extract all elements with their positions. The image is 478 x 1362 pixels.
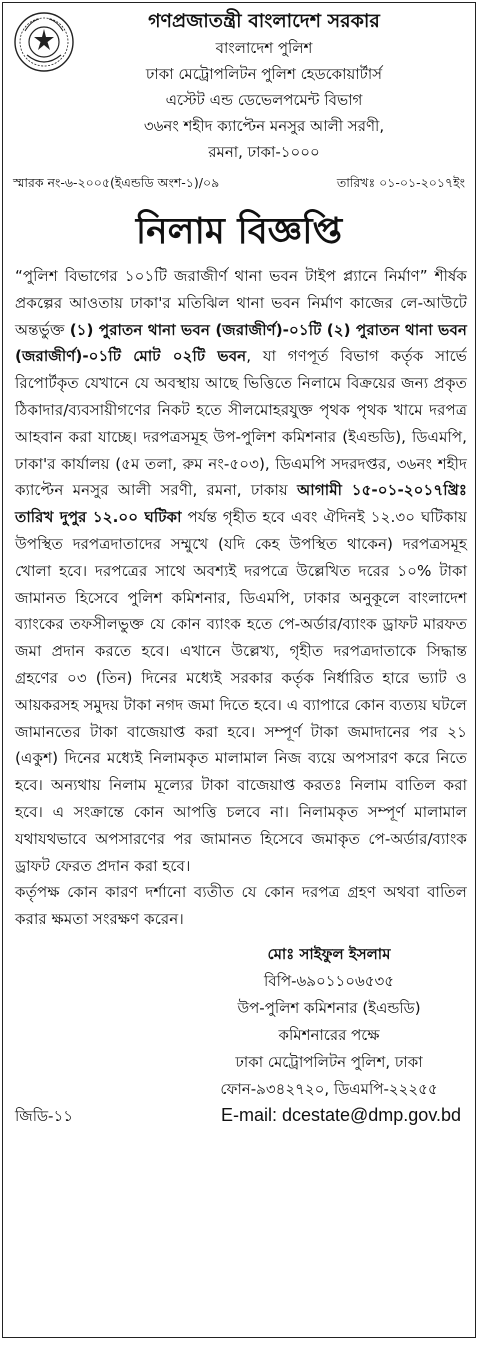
signatory-name: মোঃ সাইফুল ইসলাম [267,944,391,963]
memo-row [3,165,475,193]
gd-number: জিডি-১১ [15,1106,73,1125]
department-name: বাংলাদেশ পুলিশ [215,39,313,57]
notice-body [3,263,475,933]
body-paragraph-1 [15,263,467,879]
footer-row [3,1105,475,1130]
notice-title: নিলাম বিজ্ঞপ্তি [135,211,343,252]
memo-date: তারিখঃ ০১-০১-২০১৭ইং [336,175,465,190]
body-text-segment: পর্যন্ত গৃহীত হবে এবং ঐদিনই ১২.৩০ ঘটিকায় উপস্থিত দরপত্রদাতাদের সম্মুখে (যদি কেহ উপস্থিত থাকেন) দরপত্রসমূহ খোলা হবে। দরপত্রের সাথে অবশ্যই দরপত্রে উল্লেখিত দরের ১০% টাকা জামানত হিসেবে পুলিশ কমিশনার, ডিএমপি, ঢাকার অনুকূলে বাংলাদেশ ব্যাংকের তফসীলভুক্ত যে কোন ব্যাংক হতে পে-অর্ডার/ব্যাংক ড্রাফট মারফত জমা প্রদান করতে হবে। এখানে উল্লেখ্য, গৃহীত দরপত্রদাতাকে সিদ্ধান্ত গ্রহণের ০৩ (তিন) দিনের মধ্যেই সরকার কর্তৃক নির্ধারিত হারে ভ্যাট ও আয়করসহ সমুদয় টাকা নগদ জমা দিতে হবে। এ ব্যাপারে কোন ব্যত্যয় ঘটলে জামানতের টাকা বাজেয়াপ্ত করা হবে। সম্পূর্ণ টাকা জমাদানের পর ২১ (একুশ) দিনের মধ্যেই নিলামকৃত মালামাল নিজ ব্যয়ে অপসারণ করে নিতে হবে। অন্যথায় নিলাম মূল্যের টাকা বাজেয়াপ্ত করতঃ নিলাম বাতিল করা হবে। এ সংক্রান্তে কোন আপত্তি চলবে না। নিলামকৃত সম্পূর্ণ মালামাল যথাযথভাবে অপসারণের পর জামানত হিসেবে জমাকৃত পে-অর্ডার/ব্যাংক ড্রাফট ফেরত প্রদান করা হবে। [15,508,467,875]
signatory-designation: উপ-পুলিশ কমিশনার (ইএন্ডডি) [237,998,421,1017]
body-bold-segment: (১) পুরাতন থানা ভবন (জরাজীর্ণ)-০১টি (২) পুরাতন থানা ভবন (জরাজীর্ণ)-০১টি মোট ০২টি ভবন [15,320,467,366]
division-name: এস্টেট এন্ড ডেভেলপমেন্ট বিভাগ [165,91,363,109]
body-bold-segment: আগামী ১৫-০১-২০১৭খ্রিঃ তারিখ দুপুর ১২.০০ ঘটিকা [15,481,467,527]
signatory-on-behalf: কমিশনারের পক্ষে [278,1025,380,1044]
headquarters-name: ঢাকা মেট্রোপলিটন পুলিশ হেডকোয়ার্টার্স [145,65,383,83]
body-paragraph-2: কর্তৃপক্ষ কোন কারণ দর্শানো ব্যতীত যে কোন দরপত্র গ্রহণ অথবা বাতিল করার ক্ষমতা সংরক্ষণ করেন। [15,883,467,929]
signatory-office: ঢাকা মেট্রোপলিটন পুলিশ, ঢাকা [235,1052,423,1071]
address-line-1: ৩৬নং শহীদ ক্যাপ্টেন মনসুর আলী সরণী, [143,117,385,135]
government-seal-icon [13,11,75,73]
letterhead [59,3,469,165]
contact-email: E-mail: dcestate@dmp.gov.bd [220,1104,461,1125]
body-text-segment: “পুলিশ বিভাগের ১০১টি জরাজীর্ণ থানা ভবন টাইপ প্ল্যানে নির্মাণ” শীর্ষক প্রকল্পের আওতায় ঢাকা'র মতিঝিল থানা ভবন নির্মাণ কাজের লে-আউটে অন্তর্ভুক্ত [15,267,467,339]
government-title: গণপ্রজাতন্ত্রী বাংলাদেশ সরকার [148,10,380,32]
body-text-segment: , যা গণপূর্ত বিভাগ কর্তৃক সার্ভে রিপোর্টকৃত যেখানে যে অবস্থায় আছে ভিত্তিতে নিলামে বিক্রয়ের জন্য প্রকৃত ঠিকাদার/ব্যবসায়ীগণের নিকট হতে সীলমোহরযুক্ত পৃথক পৃথক খামে দরপত্র আহবান করা যাচ্ছে। দরপত্রসমূহ উপ-পুলিশ কমিশনার (ইএন্ডডি), ডিএমপি, ঢাকা'র কার্যালয় (৫ম তলা, রুম নং-৫০৩), ডিএমপি সদরদপ্তর, ৩৬নং শহীদ ক্যাপ্টেন মনসুর আলী সরণী, রমনা, ঢাকায় [15,347,467,500]
address-line-2: রমনা, ঢাকা-১০০০ [208,143,320,161]
signature-block [3,941,475,1103]
memo-reference: স্মারক নং-৬-২০০৫(ইএন্ডডি অংশ-১)/০৯ [13,175,220,190]
signatory-bp-number: বিপি-৬৯০১১০৬৫৩৫ [264,971,394,990]
notice-page [2,2,476,1338]
signatory-phone: ফোন-৯৩৪২৭২০, ডিএমপি-২২২৫৫ [220,1079,438,1098]
